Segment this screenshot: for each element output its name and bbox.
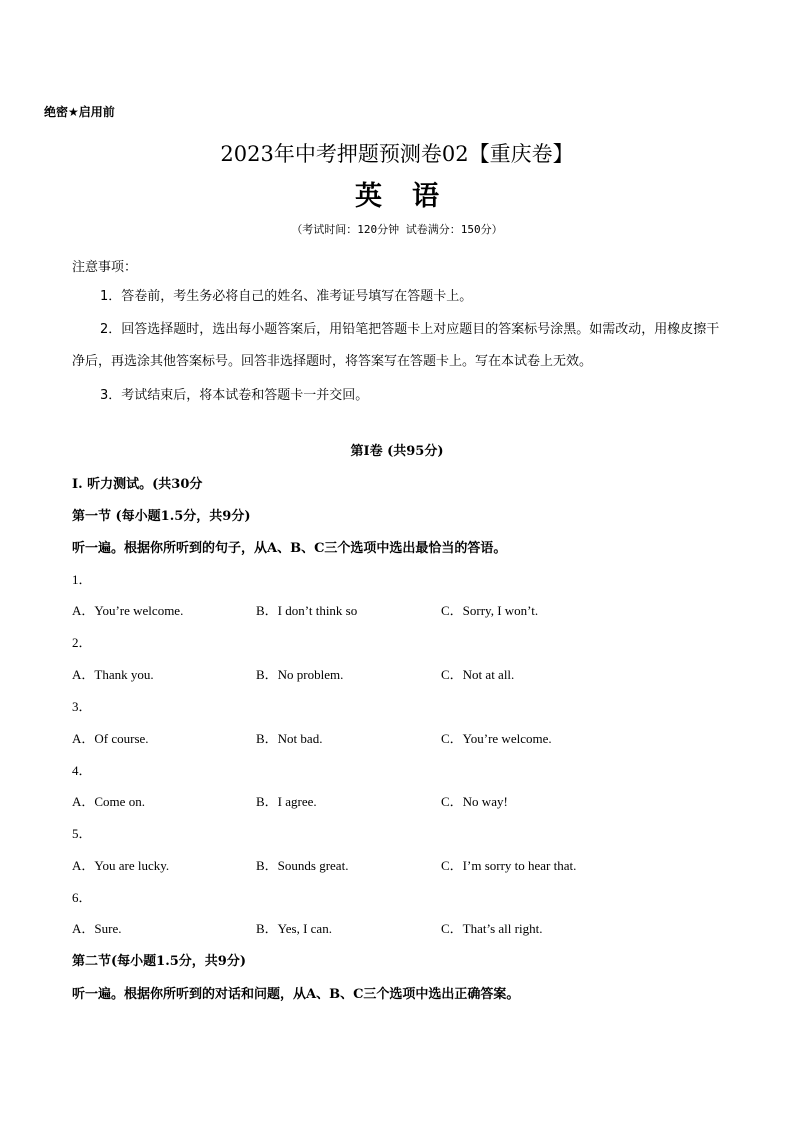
option-b: B．I agree. <box>256 794 317 809</box>
option-c: C．You’re welcome. <box>441 731 552 746</box>
option-c: C．Sorry, I won’t. <box>441 603 539 618</box>
note-item: 2．回答选择题时，选出每小题答案后，用铅笔把答题卡上对应题目的答案标号涂黑。如需改动，用橡皮擦干净后，再选涂其他答案标号。回答非选择题时，将答案写在答题卡上。写在本试卷上无效。 <box>72 322 720 369</box>
option-b: B．I don’t think so <box>256 603 358 618</box>
option-a: A．You are lucky. <box>72 858 170 873</box>
option-c: C．Not at all. <box>441 667 515 682</box>
option-a: A．Sure. <box>72 921 122 936</box>
subsection-instruction: 听一遍。根据你所听到的句子，从A、B、C三个选项中选出最恰当的答语。 <box>72 541 507 556</box>
subsection-title: 第二节(每小题1.5分，共9分) <box>72 954 246 969</box>
option-b: B．No problem. <box>256 667 344 682</box>
question-number: 2． <box>72 635 92 650</box>
subsection-instruction: 听一遍。根据你所听到的对话和问题，从A、B、C三个选项中选出正确答案。 <box>72 987 520 1002</box>
option-c: C．No way! <box>441 794 508 809</box>
exam-info: （考试时间：120分钟 试卷满分：150分） <box>291 223 503 236</box>
subsection-title: 第一节 (每小题1.5分，共9分) <box>72 509 251 524</box>
option-a: A．Thank you. <box>72 667 154 682</box>
question-number: 6． <box>72 890 92 905</box>
part-heading: 第I卷 (共95分) <box>350 444 444 459</box>
option-a: A．Of course. <box>72 731 149 746</box>
section-title: I. 听力测试。(共30分 <box>72 477 203 492</box>
option-b: B．Sounds great. <box>256 858 349 873</box>
option-c: C．I’m sorry to hear that. <box>441 858 577 873</box>
note-item: 3．考试结束后，将本试卷和答题卡一并交回。 <box>100 388 369 403</box>
note-item: 1．答卷前，考生务必将自己的姓名、准考证号填写在答题卡上。 <box>100 289 473 304</box>
question-number: 3． <box>72 699 92 714</box>
question-number: 1． <box>72 572 92 587</box>
question-number: 4． <box>72 763 92 778</box>
confidential-label: 绝密★启用前 <box>44 105 115 119</box>
option-b: B．Yes, I can. <box>256 921 332 936</box>
exam-title: 2023年中考押题预测卷02【重庆卷】 <box>220 142 574 166</box>
notes-heading: 注意事项： <box>72 260 138 275</box>
option-c: C．That’s all right. <box>441 921 543 936</box>
question-number: 5． <box>72 826 92 841</box>
option-a: A．You’re welcome. <box>72 603 184 618</box>
subject-title: 英语 <box>355 181 469 212</box>
option-a: A．Come on. <box>72 794 145 809</box>
option-b: B．Not bad. <box>256 731 323 746</box>
